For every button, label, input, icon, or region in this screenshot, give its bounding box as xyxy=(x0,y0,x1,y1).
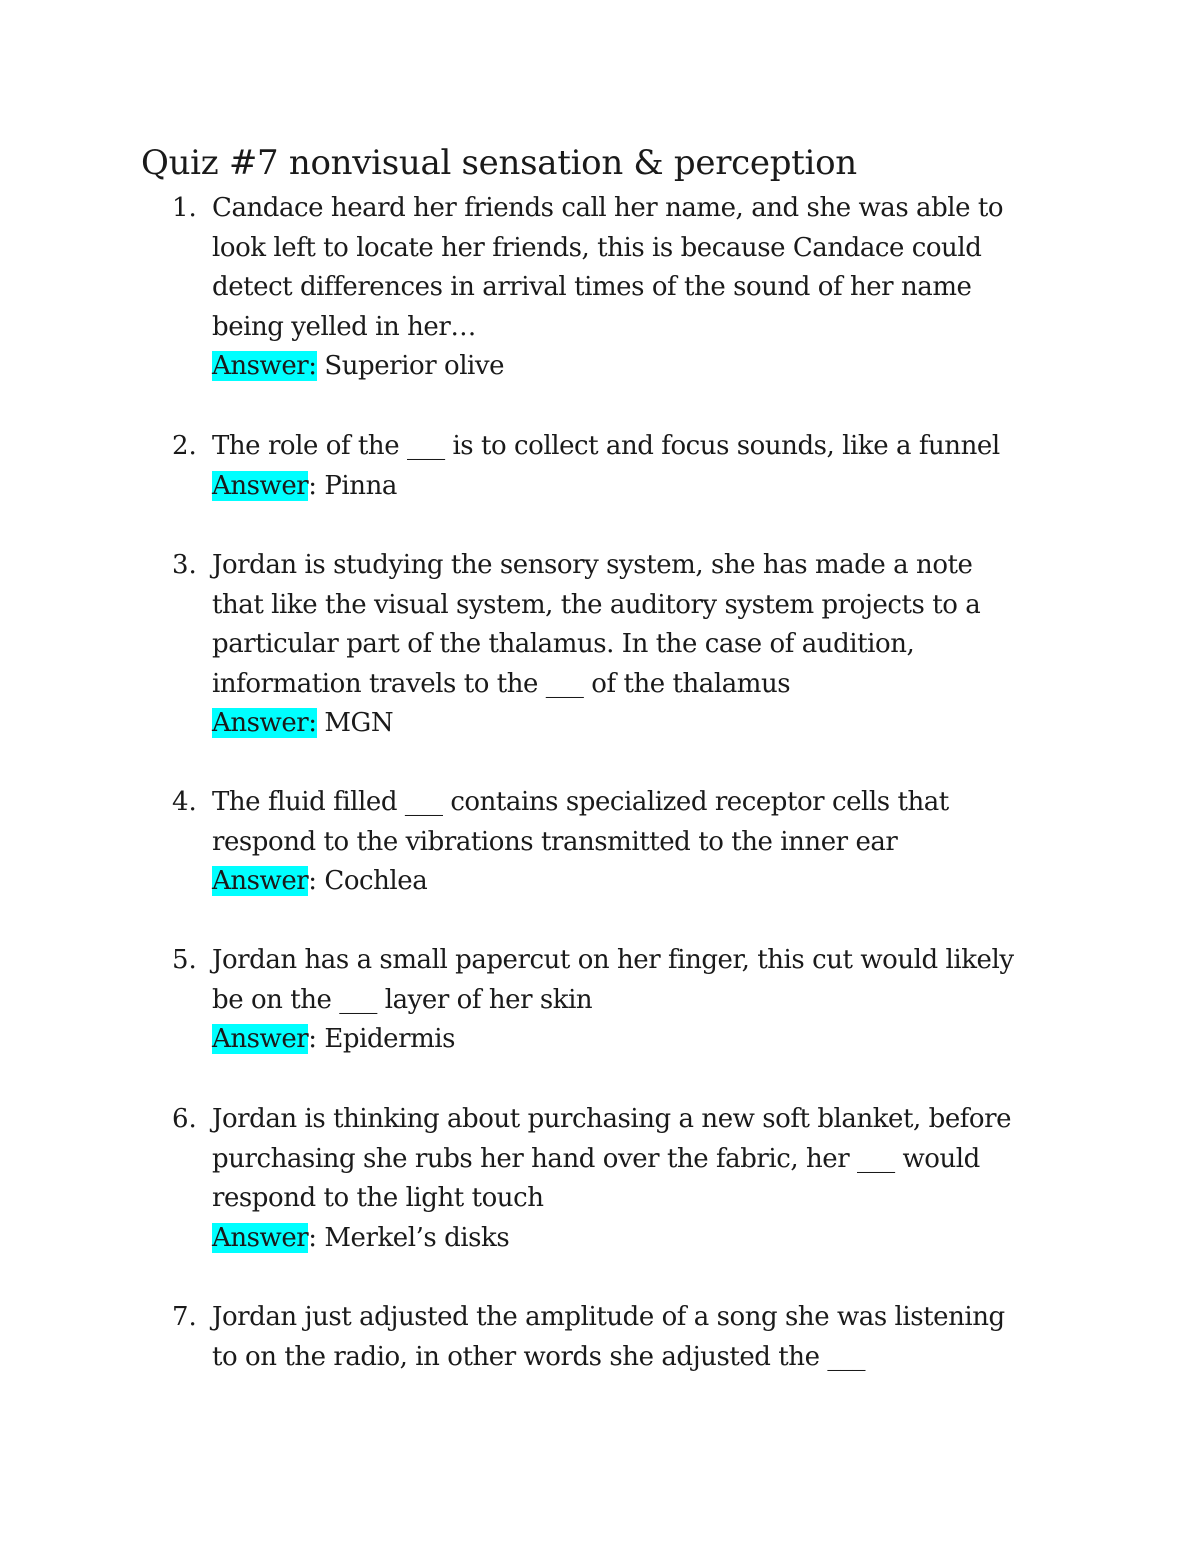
question-text-line: to on the radio, in other words she adjusted the ___ xyxy=(212,1341,866,1372)
question-text-line: Jordan is studying the sensory system, she has made a note xyxy=(212,550,973,580)
answer-label: Answer xyxy=(212,866,309,897)
question-text-line: being yelled in her… xyxy=(212,311,476,342)
answer-line xyxy=(212,1219,1072,1259)
answer-line xyxy=(212,704,1072,744)
answer-value: Epidermis xyxy=(316,1024,456,1055)
answer-value: Cochlea xyxy=(316,866,428,897)
answer-separator: : xyxy=(308,1222,317,1253)
question-body xyxy=(212,427,1072,506)
question-text-line: Jordan just adjusted the amplitude of a song she was listening xyxy=(212,1302,1005,1332)
question-text-line: respond to the vibrations transmitted to the inner ear xyxy=(212,826,898,857)
answer-line xyxy=(212,1020,1072,1060)
question-body xyxy=(212,189,1072,387)
answer-label: Answer: xyxy=(212,351,317,382)
answer-line xyxy=(212,467,1072,507)
answer-value: Pinna xyxy=(316,470,397,501)
question-number: 2. xyxy=(172,431,197,461)
question-text-line: that like the visual system, the auditory system projects to a xyxy=(212,589,981,620)
question-text-line: The fluid filled ___ contains specialized receptor cells that xyxy=(212,787,949,817)
question-body xyxy=(212,546,1072,744)
question-text-line: be on the ___ layer of her skin xyxy=(212,984,593,1015)
question-number: 6. xyxy=(172,1104,197,1134)
question-text-line: detect differences in arrival times of the sound of her name xyxy=(212,272,972,303)
question-body xyxy=(212,1298,1072,1377)
page-title: Quiz #7 nonvisual sensation & perception xyxy=(141,143,857,183)
question-text-line: particular part of the thalamus. In the case of audition, xyxy=(212,629,915,660)
question-text-line: Jordan has a small papercut on her finger, this cut would likely xyxy=(212,945,1014,975)
question-number: 4. xyxy=(172,787,197,817)
question-number: 1. xyxy=(172,193,197,223)
question-text-line: respond to the light touch xyxy=(212,1183,544,1214)
answer-label: Answer xyxy=(212,1222,309,1253)
answer-value: MGN xyxy=(316,708,394,739)
question-text-line: Jordan is thinking about purchasing a new soft blanket, before xyxy=(212,1104,1012,1134)
answer-separator: : xyxy=(308,470,317,501)
question-text-line: Candace heard her friends call her name, and she was able to xyxy=(212,193,1004,223)
answer-label: Answer xyxy=(212,1024,309,1055)
question-number: 5. xyxy=(172,945,197,975)
question-number: 3. xyxy=(172,550,197,580)
answer-label: Answer: xyxy=(212,708,317,739)
answer-label: Answer xyxy=(212,470,309,501)
question-text-line: information travels to the ___ of the thalamus xyxy=(212,668,791,699)
question-text-line: purchasing she rubs her hand over the fabric, her ___ would xyxy=(212,1143,980,1174)
question-number: 7. xyxy=(172,1302,197,1332)
answer-separator: : xyxy=(308,866,317,897)
answer-value: Merkel’s disks xyxy=(316,1222,510,1253)
question-body xyxy=(212,941,1072,1060)
answer-value: Superior olive xyxy=(316,351,505,382)
question-body xyxy=(212,1100,1072,1258)
question-body xyxy=(212,783,1072,902)
question-text-line: look left to locate her friends, this is because Candace could xyxy=(212,232,982,263)
answer-line xyxy=(212,862,1072,902)
question-text-line: The role of the ___ is to collect and focus sounds, like a funnel xyxy=(212,431,1000,461)
answer-line xyxy=(212,347,1072,387)
answer-separator: : xyxy=(308,1024,317,1055)
